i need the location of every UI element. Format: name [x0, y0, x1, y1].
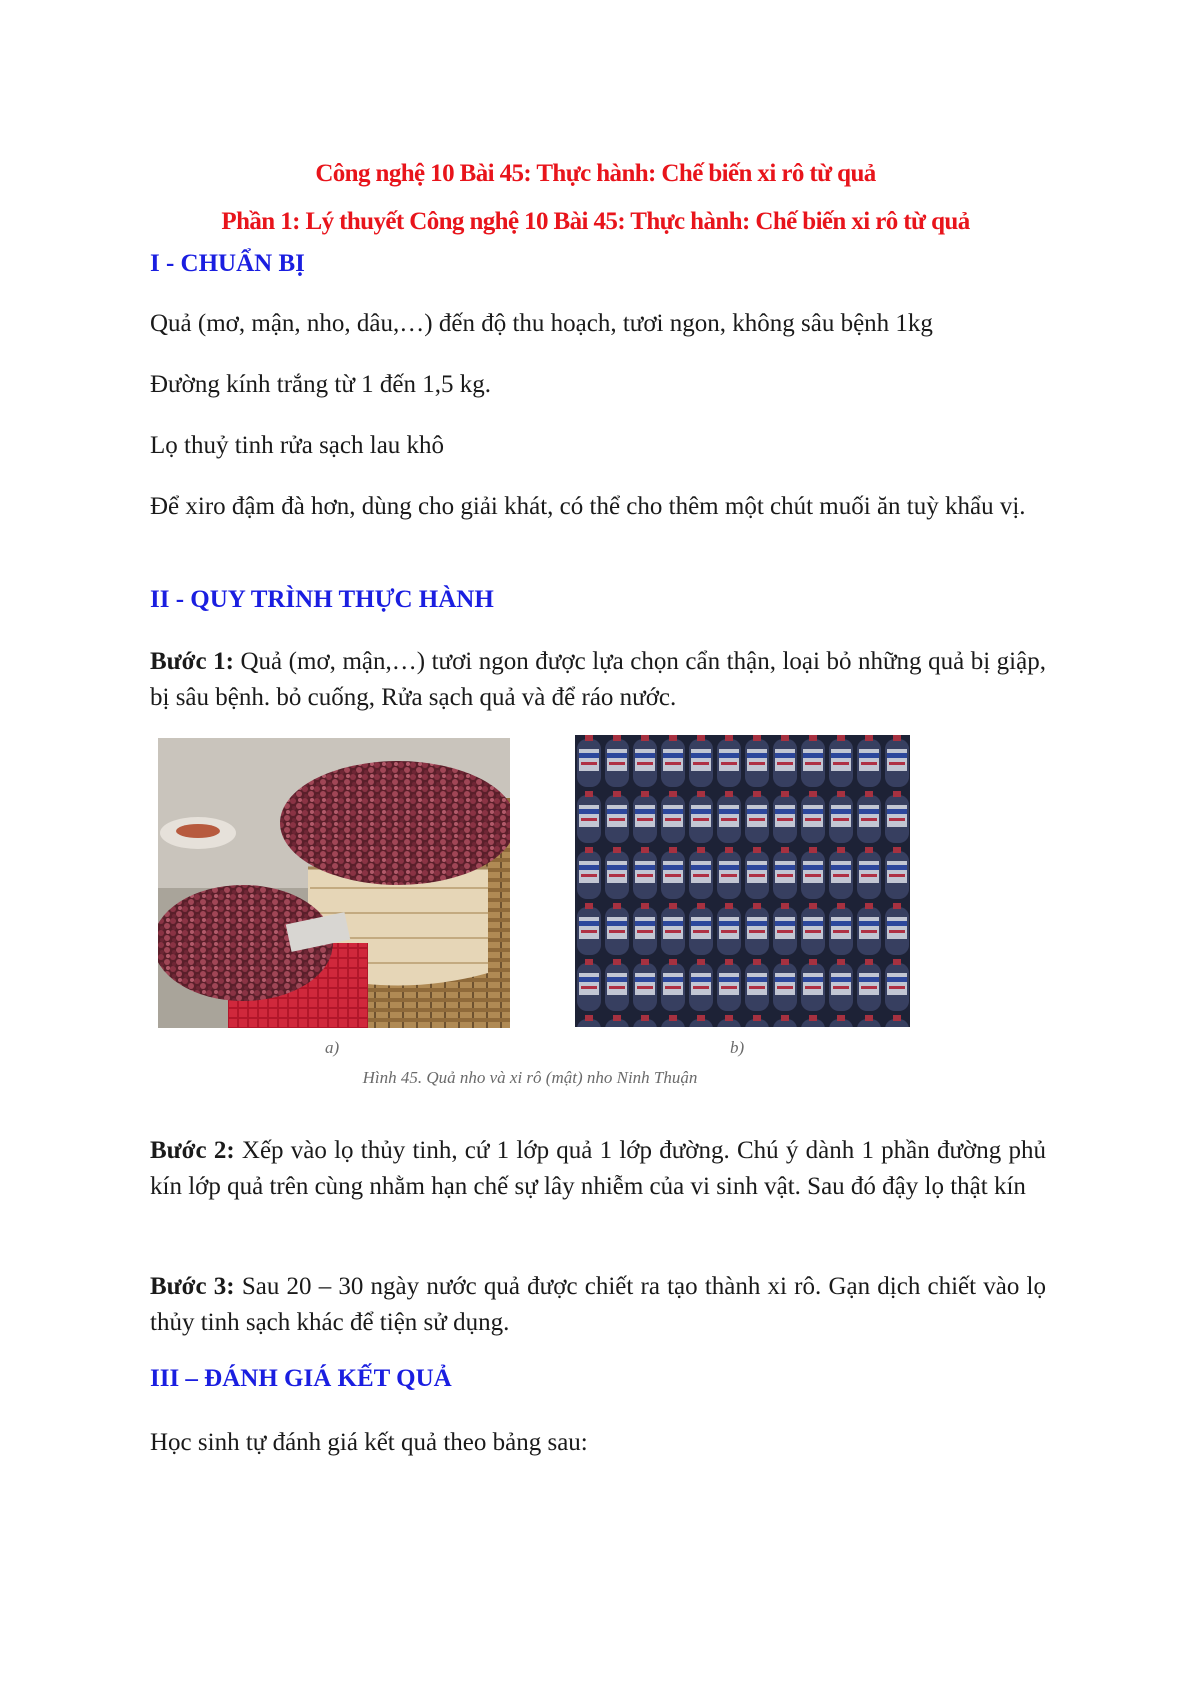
step-2-paragraph — [150, 1133, 1046, 1205]
syrup-bottles-photo — [575, 735, 910, 1027]
step-1-text: Quả (mơ, mận,…) tươi ngon được lựa chọn cẩn thận, loại bỏ những quả bị giập, bị sâu bệnh. bỏ cuống, Rửa sạch quả và để ráo nước. — [150, 648, 1046, 711]
step-2-text: Xếp vào lọ thủy tinh, cứ 1 lớp quả 1 lớp đường. Chú ý dành 1 phần đường phủ kín lớp quả trên cùng nhằm hạn chế sự lây nhiễm của vi sinh vật. Sau đó đậy lọ thật kín — [150, 1137, 1046, 1200]
figure-label-a: a) — [325, 1038, 340, 1057]
document-subtitle: Phần 1: Lý thuyết Công nghệ 10 Bài 45: Thực hành: Chế biến xi rô từ quả — [221, 208, 970, 235]
prep-item-jar: Lọ thuỷ tinh rửa sạch lau khô — [150, 432, 445, 459]
prep-item-fruit: Quả (mơ, mận, nho, dâu,…) đến độ thu hoạch, tươi ngon, không sâu bệnh 1kg — [150, 310, 933, 337]
step-3-paragraph — [150, 1269, 1046, 1341]
step-3-label: Bước 3: — [150, 1273, 235, 1300]
step-2-label: Bước 2: — [150, 1137, 235, 1164]
step-1-label: Bước 1: — [150, 648, 234, 675]
prep-item-salt: Để xiro đậm đà hơn, dùng cho giải khát, có thể cho thêm một chút muối ăn tuỳ khẩu vị. — [150, 493, 1026, 520]
prep-item-sugar: Đường kính trắng từ 1 đến 1,5 kg. — [150, 371, 491, 398]
figure-label-b: b) — [730, 1038, 745, 1057]
step-3-text: Sau 20 – 30 ngày nước quả được chiết ra tạo thành xi rô. Gạn dịch chiết vào lọ thủy tinh sạch khác để tiện sử dụng. — [150, 1273, 1046, 1336]
step-1-paragraph — [150, 644, 1046, 716]
figure-caption: Hình 45. Quả nho và xi rô (mật) nho Ninh Thuận — [362, 1068, 698, 1087]
evaluation-text: Học sinh tự đánh giá kết quả theo bảng sau: — [150, 1429, 588, 1456]
section-heading-chuan-bi: I - CHUẨN BỊ — [150, 250, 305, 277]
section-heading-danh-gia: III – ĐÁNH GIÁ KẾT QUẢ — [150, 1365, 452, 1392]
grape-baskets-photo — [158, 738, 510, 1028]
figure-45 — [150, 730, 910, 1100]
section-heading-quy-trinh: II - QUY TRÌNH THỰC HÀNH — [150, 586, 494, 613]
document-title: Công nghệ 10 Bài 45: Thực hành: Chế biến xi rô từ quả — [315, 160, 876, 187]
